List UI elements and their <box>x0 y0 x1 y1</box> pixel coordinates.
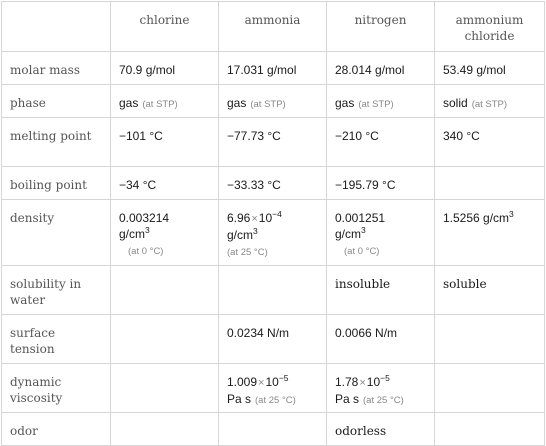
cell-ammonia-viscosity <box>219 364 327 413</box>
condition-note: (at 25 °C) <box>255 395 296 406</box>
cell-ammonia-surface-tension: 0.0234 N/m <box>219 315 327 364</box>
row-label-dynamic-viscosity: dynamic viscosity <box>2 364 111 413</box>
condition-note: (at STP) <box>142 99 178 110</box>
column-header-ammonia: ammonia <box>219 2 327 52</box>
cell-ammonia-molar-mass: 17.031 g/mol <box>219 52 327 85</box>
unit-exponent: 3 <box>509 209 514 219</box>
unit-exponent: 3 <box>253 226 258 236</box>
cell-nitrogen-molar-mass: 28.014 g/mol <box>327 52 435 85</box>
cell-chlorine-phase <box>111 85 219 118</box>
unit-exponent: 3 <box>145 225 150 235</box>
cell-nitrogen-odor: odorless <box>327 413 435 446</box>
condition-note: (at 25 °C) <box>363 395 404 406</box>
table-row <box>2 85 545 118</box>
condition-note: (at STP) <box>471 99 508 110</box>
table-row <box>2 118 545 167</box>
table-row <box>2 167 545 200</box>
cell-ammonium-chloride-viscosity <box>435 364 545 413</box>
condition-note: (at 25 °C) <box>227 247 268 258</box>
value: gas <box>227 96 247 110</box>
value: 1.5256 g/cm <box>443 211 510 225</box>
cell-nitrogen-boiling-point: −195.79 °C <box>327 167 435 200</box>
exponent: −5 <box>278 373 289 383</box>
unit: Pa s <box>227 392 252 406</box>
table-row <box>2 266 545 315</box>
cell-chlorine-boiling-point: −34 °C <box>111 167 219 200</box>
unit: g/cm <box>227 228 254 242</box>
cell-ammonia-phase <box>219 85 327 118</box>
cell-chlorine-melting-point: −101 °C <box>111 118 219 167</box>
cell-ammonia-solubility <box>219 266 327 315</box>
cell-ammonium-chloride-odor <box>435 413 545 446</box>
properties-table <box>1 1 545 446</box>
mantissa: 6.96 <box>227 211 251 225</box>
cell-chlorine-odor <box>111 413 219 446</box>
exponent: −4 <box>272 209 282 219</box>
cell-ammonium-chloride-melting-point: 340 °C <box>435 118 545 167</box>
cell-nitrogen-melting-point: −210 °C <box>327 118 435 167</box>
cell-ammonium-chloride-density <box>435 200 545 266</box>
column-header-nitrogen: nitrogen <box>327 2 435 52</box>
mantissa: 1.78 <box>335 375 359 389</box>
base: 10 <box>258 211 273 225</box>
header-row <box>2 2 545 52</box>
corner-cell <box>2 2 111 52</box>
base: 10 <box>366 375 381 389</box>
unit: Pa s <box>335 392 360 406</box>
condition-note: (at STP) <box>358 99 394 110</box>
cell-chlorine-molar-mass: 70.9 g/mol <box>111 52 219 85</box>
row-label-melting-point: melting point <box>2 118 111 167</box>
cell-chlorine-density <box>111 200 219 266</box>
mantissa: 0.001251 <box>335 211 386 225</box>
base: 10 <box>265 375 279 389</box>
times-sign: × <box>251 213 258 225</box>
value: gas <box>119 96 139 110</box>
exponent: −5 <box>380 373 390 383</box>
times-sign: × <box>258 377 265 389</box>
column-header-chlorine: chlorine <box>111 2 219 52</box>
value: gas <box>335 96 355 110</box>
cell-nitrogen-solubility: insoluble <box>327 266 435 315</box>
row-label-solubility-in-water: solubility in water <box>2 266 111 315</box>
table-row <box>2 315 545 364</box>
column-header-ammonium-chloride: ammonium chloride <box>435 2 545 52</box>
mantissa: 1.009 <box>227 375 258 389</box>
table-row <box>2 52 545 85</box>
table-row <box>2 364 545 413</box>
cell-nitrogen-viscosity <box>327 364 435 413</box>
row-label-boiling-point: boiling point <box>2 167 111 200</box>
cell-ammonia-odor <box>219 413 327 446</box>
value: solid <box>443 96 468 110</box>
cell-ammonium-chloride-surface-tension <box>435 315 545 364</box>
cell-nitrogen-phase <box>327 85 435 118</box>
cell-nitrogen-surface-tension: 0.0066 N/m <box>327 315 435 364</box>
cell-ammonium-chloride-boiling-point <box>435 167 545 200</box>
cell-ammonium-chloride-phase <box>435 85 545 118</box>
row-label-surface-tension: surface tension <box>2 315 111 364</box>
cell-chlorine-surface-tension <box>111 315 219 364</box>
cell-ammonia-boiling-point: −33.33 °C <box>219 167 327 200</box>
row-label-phase: phase <box>2 85 111 118</box>
table-row <box>2 413 545 446</box>
unit: g/cm <box>119 227 146 241</box>
cell-nitrogen-density <box>327 200 435 266</box>
condition-note: (at STP) <box>250 99 286 110</box>
unit-exponent: 3 <box>361 225 366 235</box>
cell-ammonia-melting-point: −77.73 °C <box>219 118 327 167</box>
cell-ammonium-chloride-molar-mass: 53.49 g/mol <box>435 52 545 85</box>
mantissa: 0.003214 <box>119 211 170 225</box>
row-label-odor: odor <box>2 413 111 446</box>
cell-ammonia-density <box>219 200 327 266</box>
row-label-density: density <box>2 200 111 266</box>
row-label-molar-mass: molar mass <box>2 52 111 85</box>
cell-ammonium-chloride-solubility: soluble <box>435 266 545 315</box>
cell-chlorine-solubility <box>111 266 219 315</box>
table-row <box>2 200 545 266</box>
unit: g/cm <box>335 227 362 241</box>
cell-chlorine-viscosity <box>111 364 219 413</box>
times-sign: × <box>359 377 366 389</box>
condition-note: (at 0 °C) <box>128 246 164 257</box>
condition-note: (at 0 °C) <box>344 246 380 257</box>
